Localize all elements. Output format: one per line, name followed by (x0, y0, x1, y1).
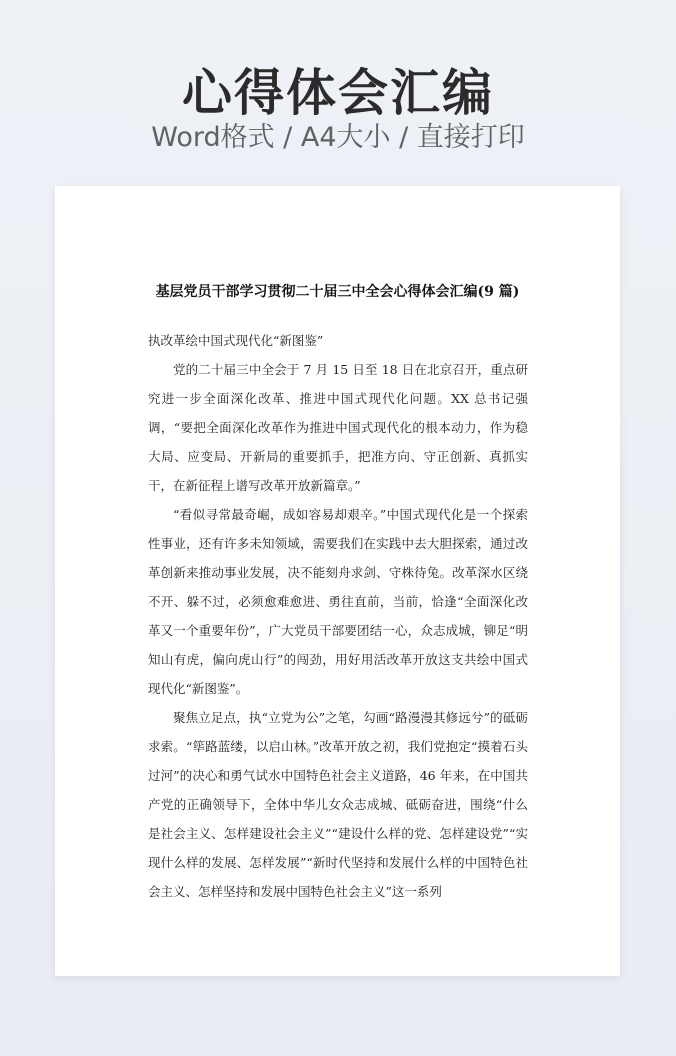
document-paragraph-2: “看似寻常最奇崛，成如容易却艰辛。”中国式现代化是一个探索性事业，还有许多未知领域，需要我们在实践中去大胆探索，通过改革创新来推动事业发展，决不能刻舟求剑、守株待兔。改革深水区绕不开、躲不过，必须愈难愈进、勇往直前，当前，恰逢“全面深化改革又一个重要年份”，广大党员干部要团结一心，众志成城，铆足“明知山有虎，偏向虎山行”的闯劲，用好用活改革开放这支共绘中国式现代化“新图鉴”。 (148, 507, 528, 696)
header-banner (0, 0, 676, 180)
document-title: 基层党员干部学习贯彻二十届三中全会心得体会汇编(9 篇) (155, 284, 520, 300)
document-paragraph-1: 党的二十届三中全会于 7 月 15 日至 18 日在北京召开，重点研究进一步全面深化改革、推进中国式现代化问题。XX 总书记强调，“要把全面深化改革作为推进中国式现代化的根本动力，作为稳大局、应变局、开新局的重要抓手，把准方向、守正创新、真抓实干，在新征程上谱写改革开放新篇章。” (148, 362, 528, 493)
banner-subtitle: Word格式 / A4大小 / 直接打印 (151, 122, 525, 153)
document-page (55, 186, 620, 976)
banner-title: 心得体会汇编 (182, 64, 494, 122)
document-subheading: 执改革绘中国式现代化“新图鉴” (148, 333, 324, 348)
document-paragraph-3: 聚焦立足点，执“立党为公”之笔，勾画“路漫漫其修远兮”的砥砺求索。“筚路蓝缕，以启山林。”改革开放之初，我们党抱定“摸着石头过河”的决心和勇气试水中国特色社会主义道路，46 年来，在中国共产党的正确领导下，全体中华儿女众志成城、砥砺奋进，围绕“什么是社会主义、怎样建设社会主义”“建设什么样的党、怎样建设党”“实现什么样的发展、怎样发展”“新时代坚持和发展什么样的中国特色社会主义、怎样坚持和发展中国特色社会主义”这一系列 (148, 710, 528, 899)
document-body (148, 326, 528, 906)
